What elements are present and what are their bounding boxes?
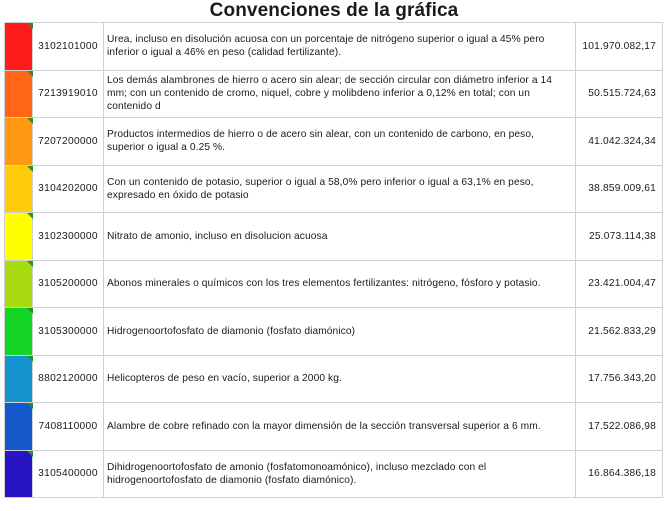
- cell-marker-icon: [27, 451, 33, 457]
- cell-marker-icon: [27, 166, 33, 172]
- product-code: 3104202000: [33, 166, 104, 213]
- product-value: 50.515.724,63: [576, 71, 663, 118]
- product-code: 3105300000: [33, 308, 104, 355]
- product-description: Abonos minerales o químicos con los tres elementos fertilizantes: nitrógeno, fósforo y potasio.: [104, 261, 576, 308]
- product-value: 17.522.086,98: [576, 403, 663, 450]
- legend-row: [5, 213, 663, 261]
- product-value: 21.562.833,29: [576, 308, 663, 355]
- legend-row: [5, 71, 663, 119]
- product-description: Productos intermedios de hierro o de acero sin alear, con un contenido de carbono, en peso, superior o igual a 0.25 %.: [104, 118, 576, 165]
- product-value: 16.864.386,18: [576, 451, 663, 498]
- product-code: 7408110000: [33, 403, 104, 450]
- legend-row: [5, 23, 663, 71]
- product-description: Hidrogenoortofosfato de diamonio (fosfato diamónico): [104, 308, 576, 355]
- product-code: 7207200000: [33, 118, 104, 165]
- product-code: 8802120000: [33, 356, 104, 403]
- color-swatch: [5, 23, 33, 70]
- color-swatch: [5, 261, 33, 308]
- legend-row: [5, 166, 663, 214]
- product-description: Nitrato de amonio, incluso en disolucion acuosa: [104, 213, 576, 260]
- color-swatch: [5, 118, 33, 165]
- legend-row: [5, 451, 663, 499]
- legend-table: [4, 22, 663, 498]
- cell-marker-icon: [27, 23, 33, 29]
- cell-marker-icon: [27, 356, 33, 362]
- product-code: 7213919010: [33, 71, 104, 118]
- product-description: Con un contenido de potasio, superior o igual a 58,0% pero inferior o igual a 63,1% en peso, expresado en óxido de potasio: [104, 166, 576, 213]
- product-description: Urea, incluso en disolución acuosa con un porcentaje de nitrógeno superior o igual a 45% pero inferior o igual a 46% en peso (calidad fertilizante).: [104, 23, 576, 70]
- cell-marker-icon: [27, 261, 33, 267]
- cell-marker-icon: [27, 403, 33, 409]
- cell-marker-icon: [27, 118, 33, 124]
- color-swatch: [5, 403, 33, 450]
- product-code: 3105200000: [33, 261, 104, 308]
- legend-row: [5, 308, 663, 356]
- product-value: 41.042.324,34: [576, 118, 663, 165]
- legend-row: [5, 118, 663, 166]
- color-swatch: [5, 451, 33, 498]
- product-code: 3102101000: [33, 23, 104, 70]
- product-value: 38.859.009,61: [576, 166, 663, 213]
- legend-title: Convenciones de la gráfica: [209, 0, 459, 21]
- product-code: 3105400000: [33, 451, 104, 498]
- product-value: 17.756.343,20: [576, 356, 663, 403]
- product-code: 3102300000: [33, 213, 104, 260]
- cell-marker-icon: [27, 213, 33, 219]
- color-swatch: [5, 356, 33, 403]
- cell-marker-icon: [27, 308, 33, 314]
- legend-row: [5, 261, 663, 309]
- color-swatch: [5, 308, 33, 355]
- product-value: 25.073.114,38: [576, 213, 663, 260]
- color-swatch: [5, 71, 33, 118]
- product-description: Alambre de cobre refinado con la mayor dimensión de la sección transversal superior a 6 mm.: [104, 403, 576, 450]
- product-description: Dihidrogenoortofosfato de amonio (fosfatomonoamónico), incluso mezclado con el hidrogenoortofosfato de diamonio (fosfato diamónico).: [104, 451, 576, 498]
- legend-row: [5, 403, 663, 451]
- color-swatch: [5, 166, 33, 213]
- product-value: 101.970.082,17: [576, 23, 663, 70]
- color-swatch: [5, 213, 33, 260]
- product-description: Los demás alambrones de hierro o acero sin alear; de sección circular con diámetro inferior a 14 mm; con un contenido de cromo, niquel, cobre y molibdeno inferior a 0,12% en total; con un contenido d: [104, 71, 576, 118]
- cell-marker-icon: [27, 71, 33, 77]
- legend-row: [5, 356, 663, 404]
- product-description: Helicopteros de peso en vacío, superior a 2000 kg.: [104, 356, 576, 403]
- product-value: 23.421.004,47: [576, 261, 663, 308]
